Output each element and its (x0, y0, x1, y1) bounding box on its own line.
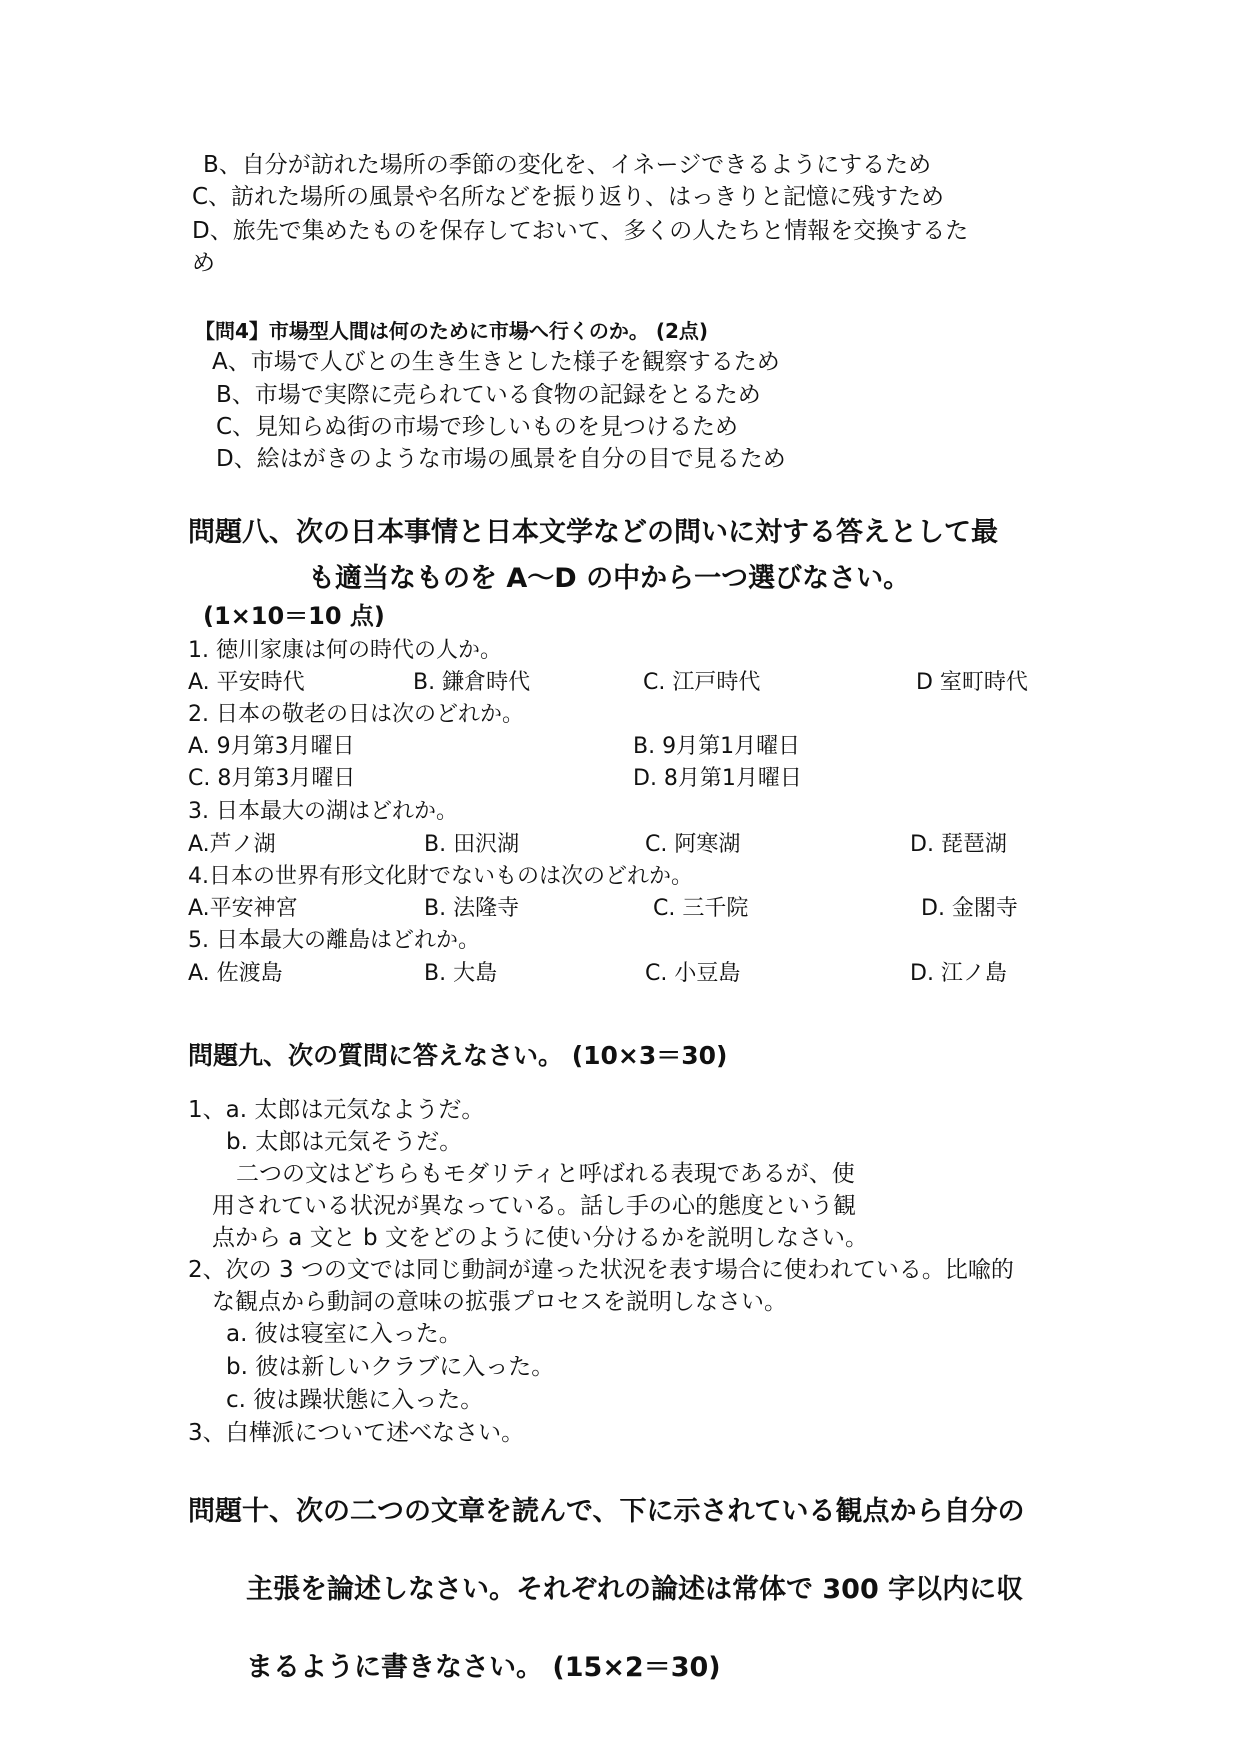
section8-score: (1×10＝10 点) (203, 602, 385, 630)
s8-q5-option-a: A. 佐渡島 (188, 961, 283, 986)
q3-option-b: B、自分が訪れた場所の季節の変化を、イネージできるようにするため (203, 152, 932, 178)
s8-q1-option-d: D 室町時代 (916, 670, 1028, 695)
s8-q1-option-c: C. 江戸時代 (643, 670, 761, 695)
s9-line-3: 二つの文はどちらもモダリティと呼ばれる表現であるが、使 (236, 1161, 855, 1187)
s8-q3-option-a: A.芦ノ湖 (188, 832, 276, 857)
s9-line-5: 点から a 文と b 文をどのように使い分けるかを説明しなさい。 (212, 1225, 868, 1251)
s8-q4-option-c: C. 三千院 (653, 896, 749, 921)
s8-q5-option-c: C. 小豆島 (645, 961, 741, 986)
s9-line-6: 2、次の 3 つの文では同じ動詞が違った状況を表す場合に使われている。比喩的 (188, 1257, 1014, 1283)
q4-option-c: C、見知らぬ街の市場で珍しいものを見つけるため (216, 414, 739, 440)
s8-question-4: 4.日本の世界有形文化財でないものは次のどれか。 (188, 864, 693, 889)
q4-option-b: B、市場で実際に売られている食物の記録をとるため (216, 382, 761, 408)
s9-line-10: c. 彼は躁状態に入った。 (226, 1387, 484, 1413)
s8-q4-option-a: A.平安神宮 (188, 896, 298, 921)
q3-option-c: C、訪れた場所の風景や名所などを振り返り、はっきりと記憶に残すため (192, 184, 945, 210)
s9-line-9: b. 彼は新しいクラブに入った。 (226, 1354, 555, 1380)
s8-question-5: 5. 日本最大の離島はどれか。 (188, 928, 480, 953)
s8-question-2: 2. 日本の敬老の日は次のどれか。 (188, 702, 524, 727)
s8-q5-option-b: B. 大島 (424, 961, 498, 986)
s9-line-1: 1、a. 太郎は元気なようだ。 (188, 1097, 485, 1123)
section8-heading: 問題八、次の日本事情と日本文学などの問いに対する答えとして最 (188, 517, 998, 548)
s9-line-8: a. 彼は寝室に入った。 (226, 1321, 462, 1347)
s8-q4-option-d: D. 金閣寺 (921, 896, 1018, 921)
section9-heading: 問題九、次の質問に答えなさい。 (10×3＝30) (188, 1041, 728, 1070)
s8-q2-option-b: B. 9月第1月曜日 (633, 734, 801, 759)
s8-q3-option-d: D. 琵琶湖 (910, 832, 1007, 857)
s8-q2-option-d: D. 8月第1月曜日 (633, 766, 802, 791)
q4-option-a: A、市場で人びとの生き生きとした様子を観察するため (212, 349, 780, 375)
s9-line-11: 3、白樺派について述べなさい。 (188, 1420, 525, 1446)
s9-line-7: な観点から動詞の意味の拡張プロセスを説明しなさい。 (212, 1289, 787, 1315)
s8-q1-option-a: A. 平安時代 (188, 670, 305, 695)
q4-title: 【問4】市場型人間は何のために市場へ行くのか。 (2点) (195, 319, 709, 343)
s8-q2-option-a: A. 9月第3月曜日 (188, 734, 355, 759)
s8-q1-option-b: B. 鎌倉時代 (413, 670, 531, 695)
s9-line-2: b. 太郎は元気そうだ。 (226, 1129, 463, 1155)
s8-q3-option-b: B. 田沢湖 (424, 832, 520, 857)
section10-heading: 問題十、次の二つの文章を読んで、下に示されている観点から自分の (188, 1496, 1025, 1527)
section10-heading-line3: まるように書きなさい。 (15×2＝30) (246, 1652, 721, 1683)
s8-question-1: 1. 徳川家康は何の時代の人か。 (188, 638, 502, 663)
q3-option-d: D、旅先で集めたものを保存しておいて、多くの人たちと情報を交換するた (192, 218, 969, 244)
s8-question-3: 3. 日本最大の湖はどれか。 (188, 799, 458, 824)
s8-q5-option-d: D. 江ノ島 (910, 961, 1007, 986)
section8-heading-continued: も適当なものを A～D の中から一つ選びなさい。 (308, 563, 911, 594)
s8-q3-option-c: C. 阿寒湖 (645, 832, 741, 857)
q4-option-d: D、絵はがきのような市場の風景を自分の目で見るため (216, 446, 786, 472)
s8-q4-option-b: B. 法隆寺 (424, 896, 520, 921)
s9-line-4: 用されている状況が異なっている。話し手の心的態度という観 (212, 1193, 856, 1219)
s8-q2-option-c: C. 8月第3月曜日 (188, 766, 356, 791)
section10-heading-line2: 主張を論述しなさい。それぞれの論述は常体で 300 字以内に収 (246, 1574, 1024, 1605)
q3-option-d-continued: め (192, 250, 215, 276)
